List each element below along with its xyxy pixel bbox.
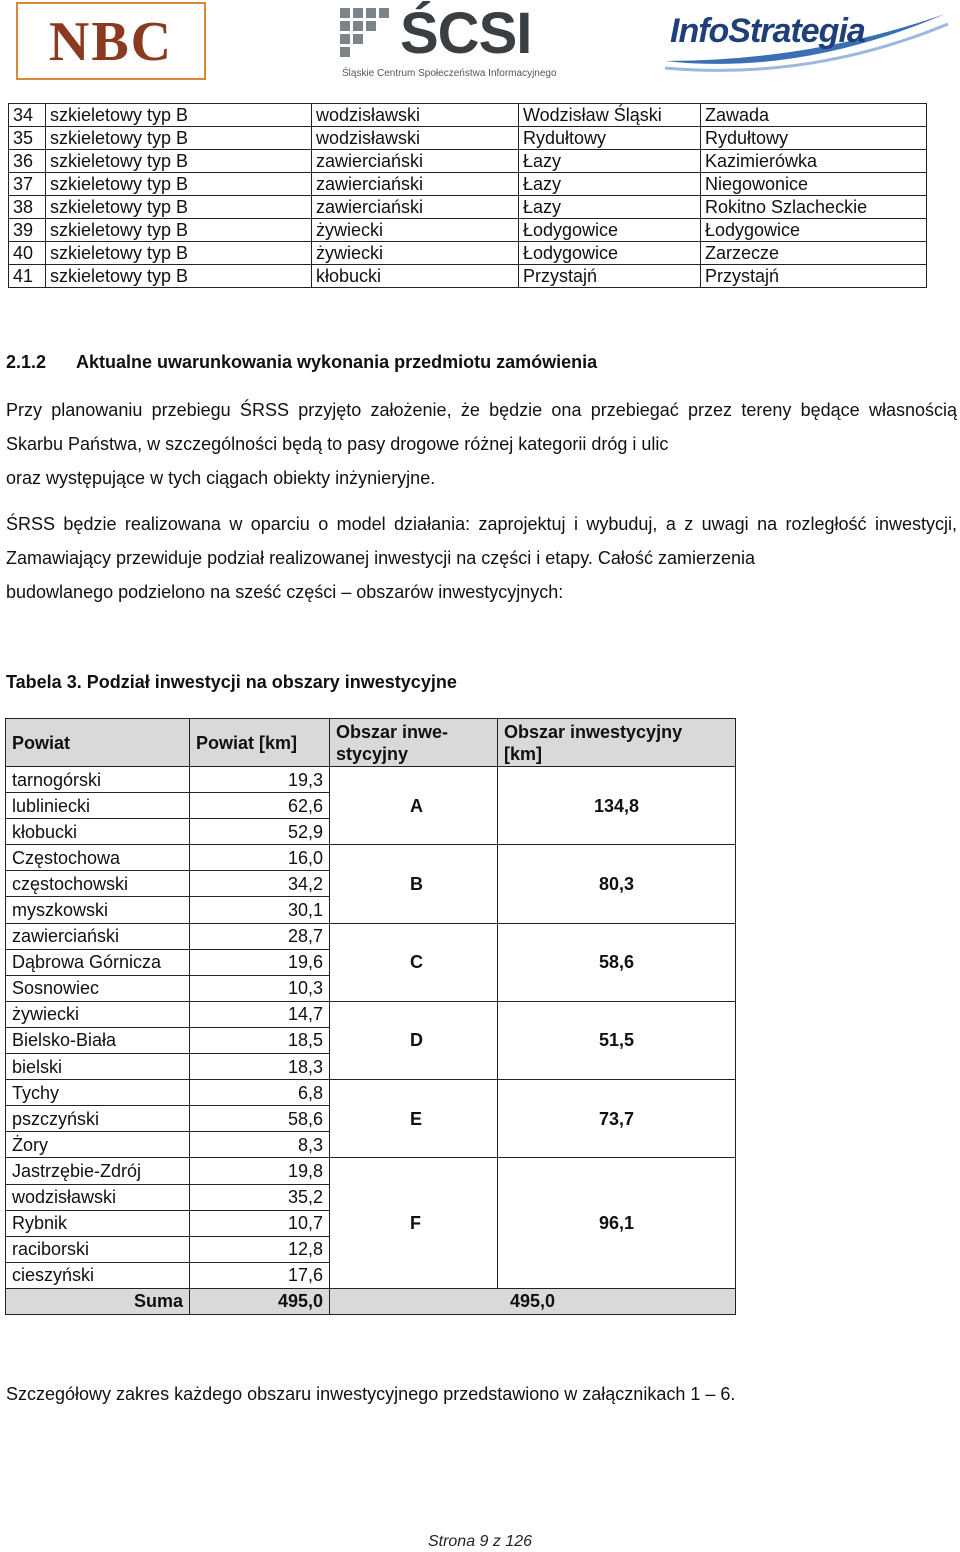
investment-areas-table	[5, 718, 736, 1315]
powiat-km: 18,5	[190, 1027, 330, 1053]
table-cell: 40	[9, 242, 46, 265]
table-cell: Niegowonice	[701, 173, 927, 196]
header-obszar-km-line2: [km]	[504, 743, 543, 764]
area-km: 58,6	[498, 923, 736, 1001]
section-heading	[6, 352, 597, 373]
powiat-name: kłobucki	[6, 819, 190, 845]
powiat-km: 58,6	[190, 1106, 330, 1132]
locations-table	[8, 103, 927, 288]
table-cell: 36	[9, 150, 46, 173]
powiat-name: lubliniecki	[6, 793, 190, 819]
powiat-km: 28,7	[190, 923, 330, 949]
table-cell: kłobucki	[312, 265, 519, 288]
table-cell: Kazimierówka	[701, 150, 927, 173]
header-obszar	[330, 719, 498, 767]
table-cell: 35	[9, 127, 46, 150]
paragraph-1-main: Przy planowaniu przebiegu ŚRSS przyjęto założenie, że będzie ona przebiegać przez tereny będące własnością Skarbu Państwa, w szczególności będą to pasy drogowe różnej kategorii dróg i ulic	[6, 400, 957, 454]
table-cell: Rokitno Szlacheckie	[701, 196, 927, 219]
powiat-km: 10,7	[190, 1210, 330, 1236]
table-cell: Łodygowice	[519, 242, 701, 265]
table-cell: zawierciański	[312, 196, 519, 219]
table-cell: 38	[9, 196, 46, 219]
table-cell: Zarzecze	[701, 242, 927, 265]
area-km: 73,7	[498, 1080, 736, 1158]
header-obszar-line1: Obszar inwe-	[336, 721, 449, 742]
scsi-mark-icon	[338, 6, 392, 60]
header-powiat-km: Powiat [km]	[190, 719, 330, 767]
table-row	[6, 767, 736, 793]
table-cell: 39	[9, 219, 46, 242]
header-obszar-km-line1: Obszar inwestycyjny	[504, 721, 683, 742]
table-cell: Łazy	[519, 196, 701, 219]
table-row	[9, 173, 927, 196]
sum-obszar-km: 495,0	[330, 1288, 736, 1314]
table-cell: zawierciański	[312, 150, 519, 173]
infostrategia-logo	[660, 6, 950, 76]
table-header-row	[6, 719, 736, 767]
powiat-km: 12,8	[190, 1236, 330, 1262]
area-km: 96,1	[498, 1158, 736, 1288]
powiat-name: Częstochowa	[6, 845, 190, 871]
header-obszar-line2: stycyjny	[336, 743, 409, 764]
scsi-logo-subtitle: Śląskie Centrum Społeczeństwa Informacyjnego	[342, 68, 557, 79]
powiat-km: 19,6	[190, 949, 330, 975]
powiat-name: Bielsko-Biała	[6, 1027, 190, 1053]
table-cell: Przystajń	[701, 265, 927, 288]
table-row	[6, 845, 736, 871]
powiat-km: 10,3	[190, 975, 330, 1001]
area-name: A	[330, 767, 498, 845]
table-row	[9, 219, 927, 242]
paragraph-2-main: ŚRSS będzie realizowana w oparciu o model działania: zaprojektuj i wybuduj, a z uwagi na rozległość inwestycji, Zamawiający przewiduje podział realizowanej inwestycji na części i etapy. Całość zamierzenia	[6, 514, 957, 568]
table-row	[6, 923, 736, 949]
section-title: Aktualne uwarunkowania wykonania przedmiotu zamówienia	[76, 352, 598, 372]
table-cell: Łodygowice	[519, 219, 701, 242]
table-cell: 34	[9, 104, 46, 127]
powiat-name: bielski	[6, 1054, 190, 1080]
powiat-km: 30,1	[190, 897, 330, 923]
powiat-name: zawierciański	[6, 923, 190, 949]
table-cell: szkieletowy typ B	[46, 265, 312, 288]
table-cell: szkieletowy typ B	[46, 173, 312, 196]
powiat-name: Tychy	[6, 1080, 190, 1106]
powiat-km: 18,3	[190, 1054, 330, 1080]
powiat-km: 35,2	[190, 1184, 330, 1210]
sum-powiat-km: 495,0	[190, 1288, 330, 1314]
area-name: B	[330, 845, 498, 923]
area-name: C	[330, 923, 498, 1001]
area-km: 134,8	[498, 767, 736, 845]
table-cell: szkieletowy typ B	[46, 127, 312, 150]
scsi-logo	[338, 1, 578, 84]
powiat-km: 6,8	[190, 1080, 330, 1106]
attachments-note: Szczegółowy zakres każdego obszaru inwestycyjnego przedstawiono w załącznikach 1 – 6.	[6, 1384, 736, 1404]
header-powiat: Powiat	[6, 719, 190, 767]
powiat-name: Sosnowiec	[6, 975, 190, 1001]
paragraph-2	[6, 507, 957, 609]
table-row	[9, 150, 927, 173]
table-row	[6, 1080, 736, 1106]
paragraph-2-last: budowlanego podzielono na sześć części – obszarów inwestycyjnych:	[6, 582, 564, 602]
powiat-name: cieszyński	[6, 1262, 190, 1288]
powiat-name: Dąbrowa Górnicza	[6, 949, 190, 975]
powiat-name: żywiecki	[6, 1001, 190, 1027]
powiat-km: 19,8	[190, 1158, 330, 1184]
page-footer: Strona 9 z 126	[427, 1533, 533, 1550]
powiat-km: 17,6	[190, 1262, 330, 1288]
nbc-logo-text: NBC	[48, 11, 174, 73]
table-cell: Przystajń	[519, 265, 701, 288]
table-cell: wodzisławski	[312, 127, 519, 150]
header-logos	[0, 0, 960, 90]
powiat-name: częstochowski	[6, 871, 190, 897]
scsi-logo-text: ŚCSI	[400, 1, 532, 66]
powiat-km: 19,3	[190, 767, 330, 793]
powiat-km: 62,6	[190, 793, 330, 819]
table-cell: Rydułtowy	[519, 127, 701, 150]
table-cell: Zawada	[701, 104, 927, 127]
table-cell: zawierciański	[312, 173, 519, 196]
table-cell: 41	[9, 265, 46, 288]
powiat-name: raciborski	[6, 1236, 190, 1262]
table-row	[9, 196, 927, 219]
powiat-km: 8,3	[190, 1132, 330, 1158]
infostrategia-logo-text: InfoStrategia	[670, 12, 865, 50]
table-row	[6, 1158, 736, 1184]
table-cell: Łodygowice	[701, 219, 927, 242]
table-cell: szkieletowy typ B	[46, 150, 312, 173]
powiat-km: 34,2	[190, 871, 330, 897]
table-caption: Tabela 3. Podział inwestycji na obszary inwestycyjne	[6, 672, 457, 692]
area-km: 51,5	[498, 1001, 736, 1079]
table-cell: Łazy	[519, 150, 701, 173]
area-name: F	[330, 1158, 498, 1288]
table-cell: Łazy	[519, 173, 701, 196]
powiat-name: wodzisławski	[6, 1184, 190, 1210]
table-cell: szkieletowy typ B	[46, 104, 312, 127]
powiat-name: pszczyński	[6, 1106, 190, 1132]
table-row	[9, 242, 927, 265]
powiat-km: 14,7	[190, 1001, 330, 1027]
table-row	[9, 265, 927, 288]
table-cell: żywiecki	[312, 219, 519, 242]
area-km: 80,3	[498, 845, 736, 923]
nbc-logo	[16, 2, 206, 80]
table-cell: Wodzisław Śląski	[519, 104, 701, 127]
sum-label: Suma	[6, 1288, 190, 1314]
area-name: D	[330, 1001, 498, 1079]
section-number: 2.1.2	[6, 352, 47, 372]
powiat-name: tarnogórski	[6, 767, 190, 793]
powiat-name: myszkowski	[6, 897, 190, 923]
table-cell: Rydułtowy	[701, 127, 927, 150]
table-cell: 37	[9, 173, 46, 196]
powiat-km: 52,9	[190, 819, 330, 845]
table-row	[9, 127, 927, 150]
table-cell: wodzisławski	[312, 104, 519, 127]
table-row	[6, 1001, 736, 1027]
paragraph-1	[6, 393, 957, 495]
powiat-name: Rybnik	[6, 1210, 190, 1236]
header-obszar-km	[498, 719, 736, 767]
powiat-name: Żory	[6, 1132, 190, 1158]
table-cell: szkieletowy typ B	[46, 196, 312, 219]
table-row	[9, 104, 927, 127]
table-cell: żywiecki	[312, 242, 519, 265]
powiat-km: 16,0	[190, 845, 330, 871]
powiat-name: Jastrzębie-Zdrój	[6, 1158, 190, 1184]
sum-row	[6, 1288, 736, 1314]
table-cell: szkieletowy typ B	[46, 242, 312, 265]
paragraph-1-last: oraz występujące w tych ciągach obiekty inżynieryjne.	[6, 468, 436, 488]
area-name: E	[330, 1080, 498, 1158]
table-cell: szkieletowy typ B	[46, 219, 312, 242]
